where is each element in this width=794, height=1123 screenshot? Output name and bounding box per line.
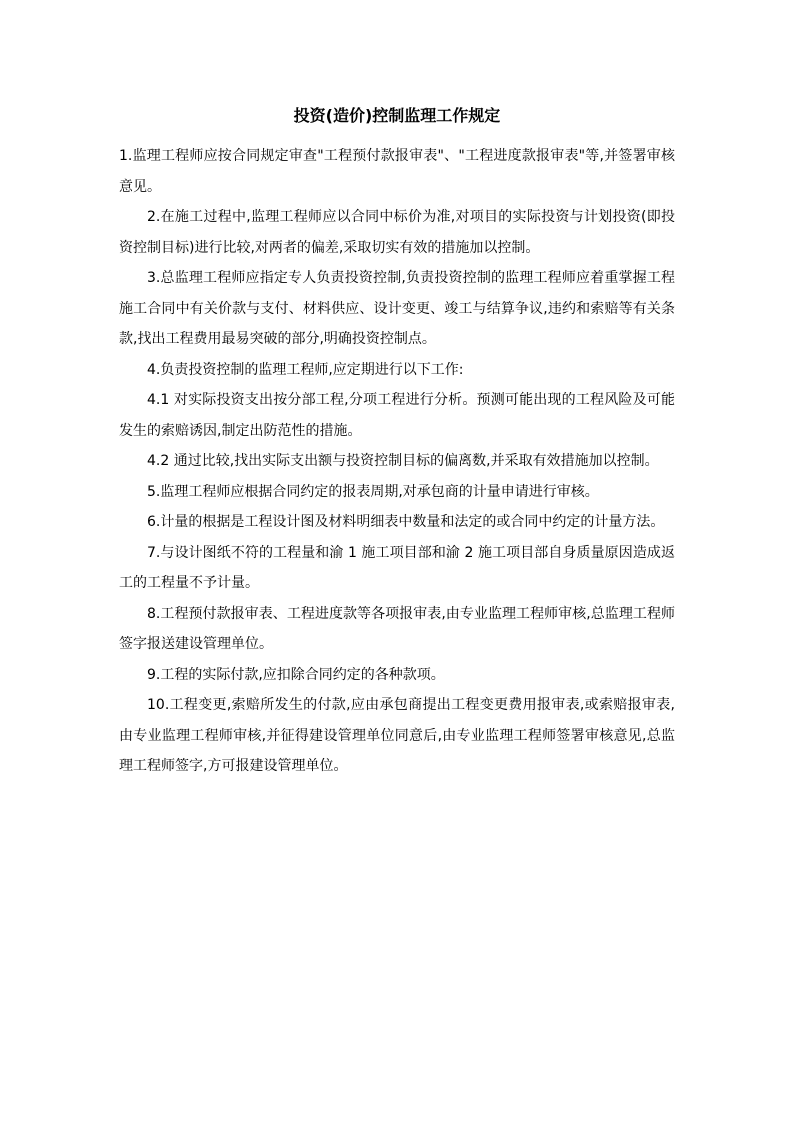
- paragraph-1: 1.监理工程师应按合同规定审查"工程预付款报审表"、"工程进度款报审表"等,并签署审核意见。: [119, 148, 675, 195]
- paragraph-3: 3.总监理工程师应指定专人负责投资控制,负责投资控制的监理工程师应着重掌握工程施工合同中有关价款与支付、材料供应、设计变更、竣工与结算争议,违约和索赔等有关条款,找出工程费用最易突破的部分,明确投资控制点。: [119, 270, 675, 347]
- paragraph-8: 8.工程预付款报审表、工程进度款等各项报审表,由专业监理工程师审核,总监理工程师签字报送建设管理单位。: [119, 605, 675, 652]
- paragraph-4: 4.负责投资控制的监理工程师,应定期进行以下工作:: [147, 361, 464, 378]
- paragraph-6: 6.计量的根据是工程设计图及材料明细表中数量和法定的或合同中约定的计量方法。: [147, 514, 665, 530]
- paragraph-4-1: 4.1 对实际投资支出按分部工程,分项工程进行分析。预测可能出现的工程风险及可能发生的索赔诱因,制定出防范性的措施。: [119, 392, 675, 439]
- paragraph-4-2: 4.2 通过比较,找出实际支出额与投资控制目标的偏离数,并采取有效措施加以控制。: [147, 453, 659, 469]
- document-title: 投资(造价)控制监理工作规定: [293, 106, 501, 125]
- document-body: [119, 141, 675, 782]
- paragraph-5: 5.监理工程师应根据合同约定的报表周期,对承包商的计量申请进行审核。: [147, 483, 599, 500]
- paragraph-7: 7.与设计图纸不符的工程量和渝 1 施工项目部和渝 2 施工项目部自身质量原因造成返工的工程量不予计量。: [119, 544, 675, 591]
- paragraph-2: 2.在施工过程中,监理工程师应以合同中标价为准,对项目的实际投资与计划投资(即投资控制目标)进行比较,对两者的偏差,采取切实有效的措施加以控制。: [119, 209, 675, 256]
- paragraph-10: 10.工程变更,索赔所发生的付款,应由承包商提出工程变更费用报审表,或索赔报审表,由专业监理工程师审核,并征得建设管理单位同意后,由专业监理工程师签署审核意见,总监理工程师签字,方可报建设管理单位。: [119, 697, 675, 774]
- paragraph-9: 9.工程的实际付款,应扣除合同约定的各种款项。: [147, 666, 445, 683]
